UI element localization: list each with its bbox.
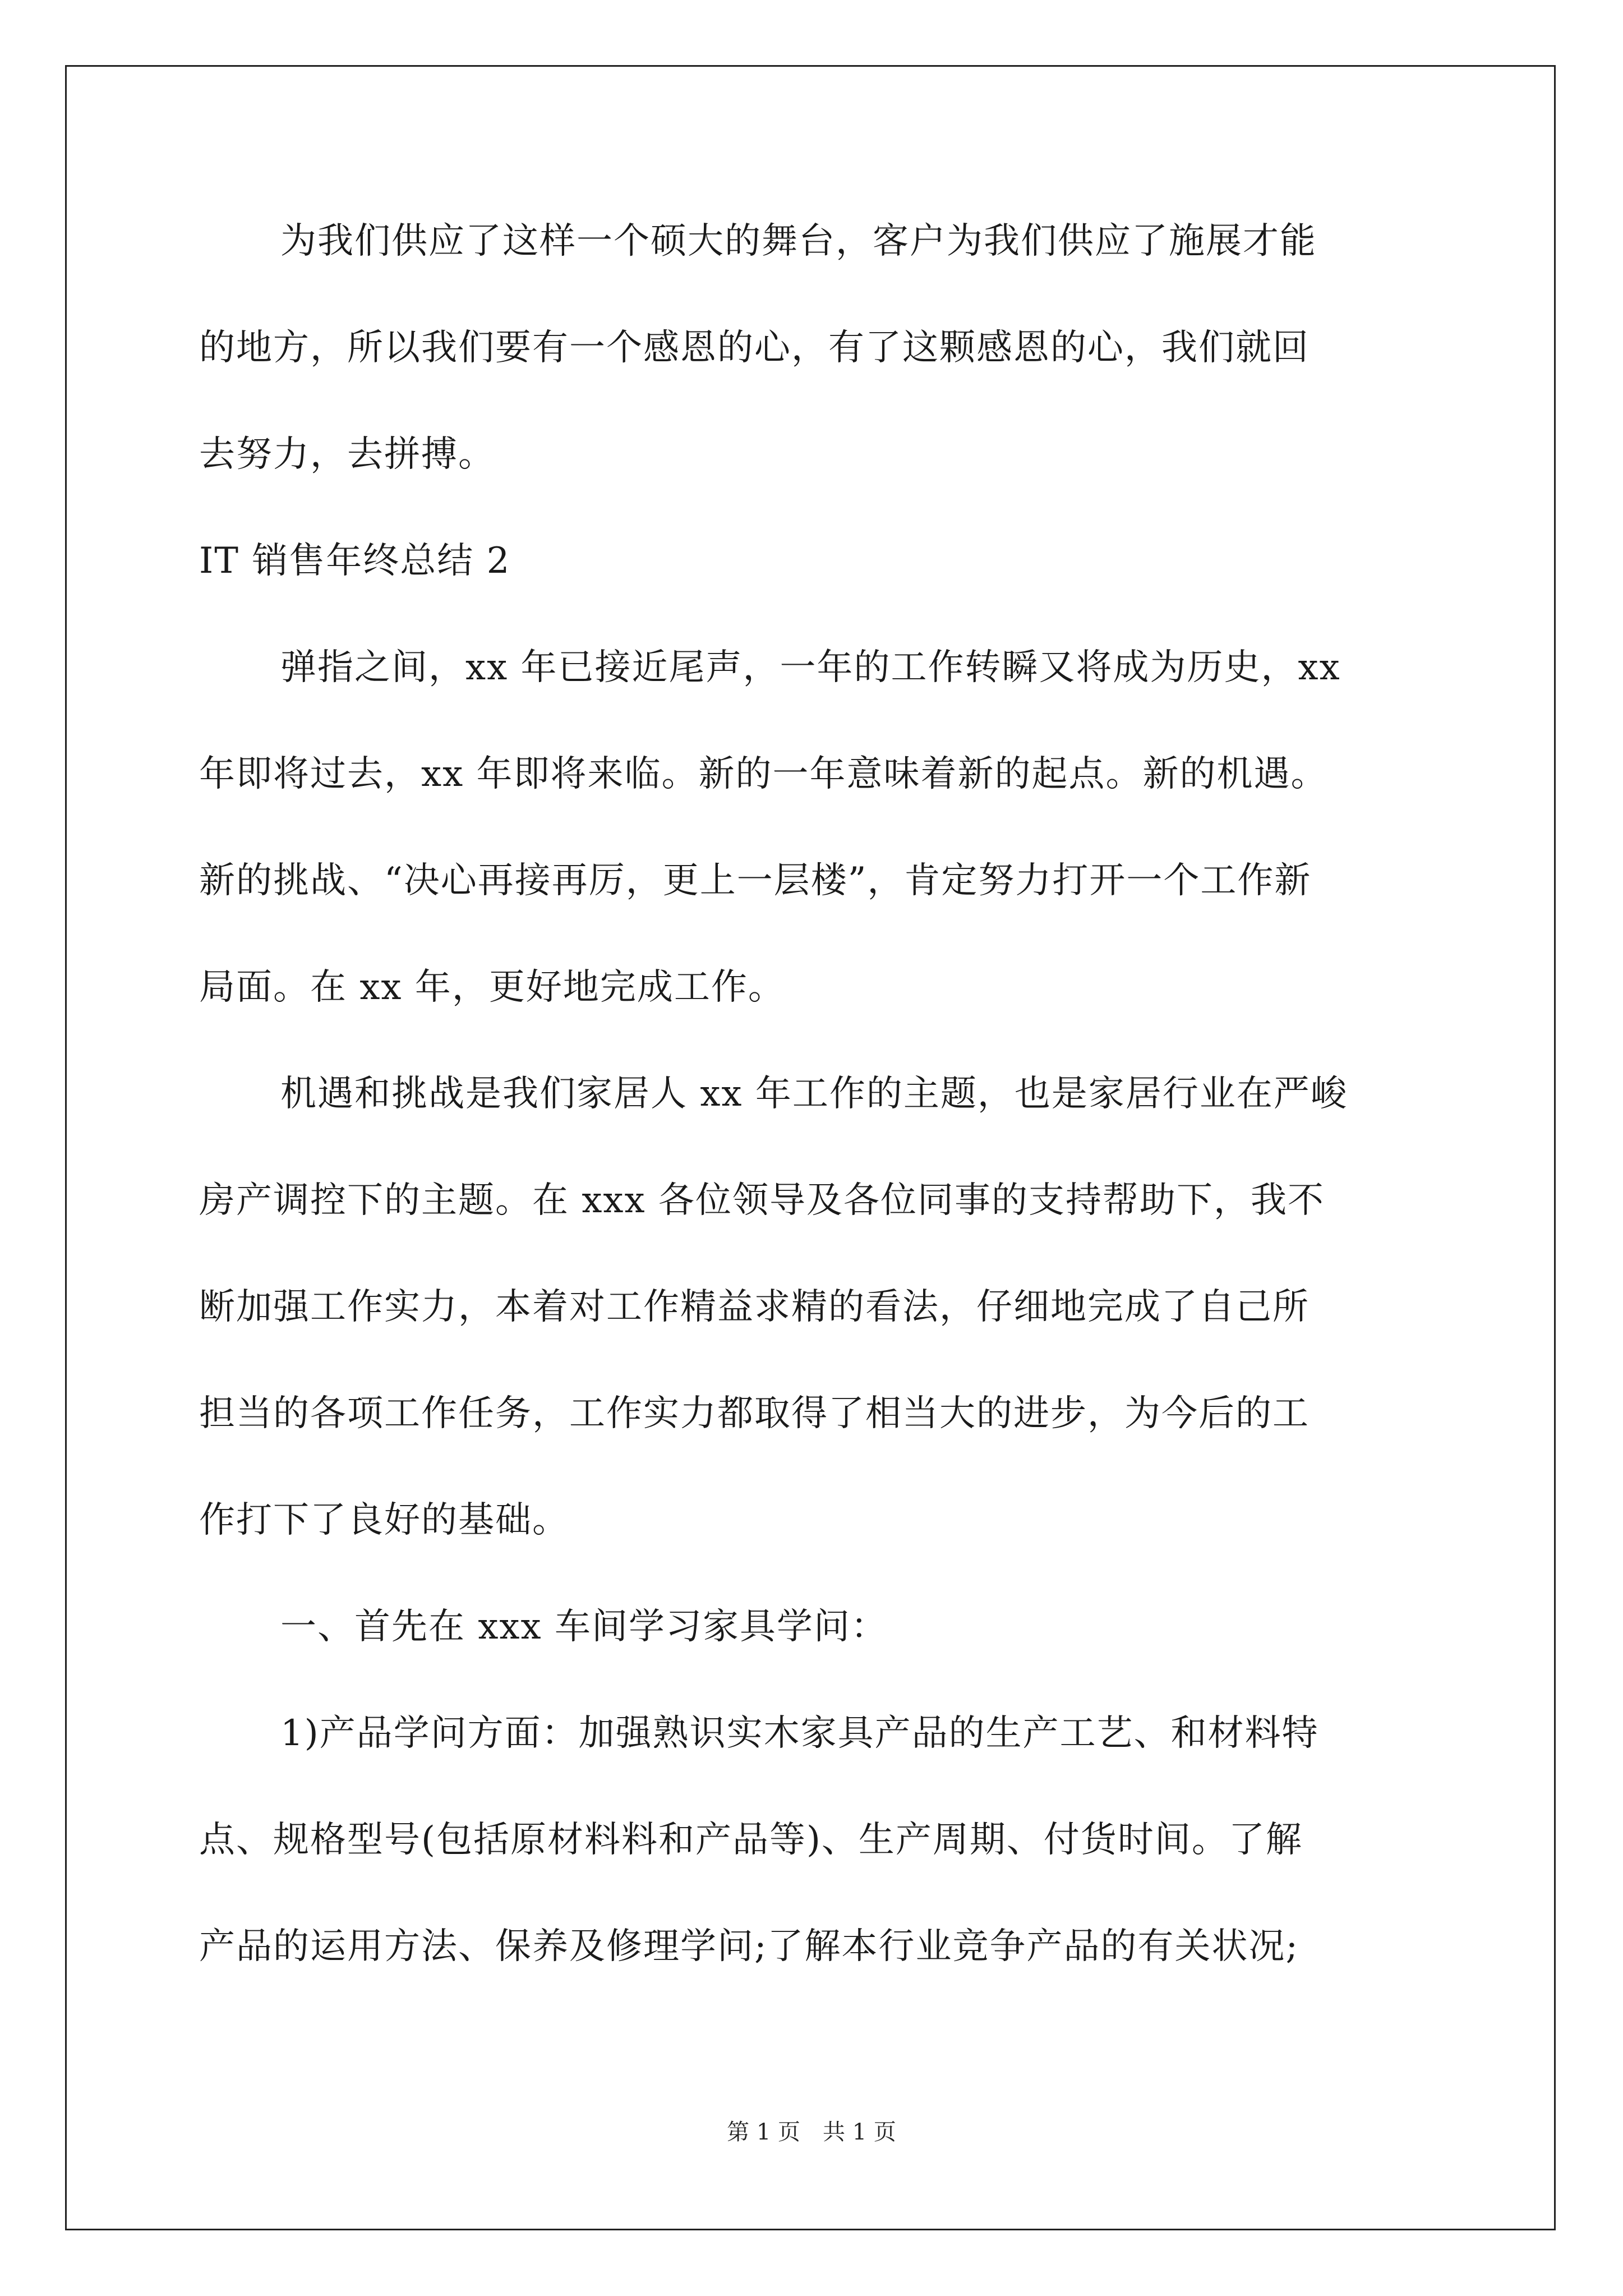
text-line: 新的挑战、“决心再接再厉，更上一层楼”，肯定努力打开一个工作新: [199, 860, 1312, 901]
text-line: 房产调控下的主题。在 xxx 各位领导及各位同事的支持帮助下，我不: [199, 1180, 1325, 1221]
page-border: [65, 65, 1556, 2230]
text-line: 机遇和挑战是我们家居人 xx 年工作的主题，也是家居行业在严峻: [280, 1073, 1348, 1115]
text-line: 为我们供应了这样一个硕大的舞台，客户为我们供应了施展才能: [280, 220, 1317, 262]
text-line: 断加强工作实力，本着对工作精益求精的看法，仔细地完成了自己所: [199, 1286, 1310, 1328]
text-line: 的地方，所以我们要有一个感恩的心，有了这颗感恩的心，我们就回: [199, 327, 1310, 369]
text-line: 作打下了良好的基础。: [199, 1499, 569, 1541]
text-line: 弹指之间，xx 年已接近尾声，一年的工作转瞬又将成为历史，xx: [280, 647, 1341, 688]
text-line: 一、首先在 xxx 车间学习家具学问：: [280, 1606, 888, 1648]
page-number: 第 1 页 共 1 页: [727, 2119, 896, 2145]
text-line: 年即将过去，xx 年即将来临。新的一年意味着新的起点。新的机遇。: [199, 753, 1328, 795]
text-line: 担当的各项工作任务，工作实力都取得了相当大的进步，为今后的工: [199, 1393, 1310, 1434]
section-heading: IT 销售年终总结 2: [199, 540, 511, 582]
text-line: 产品的运用方法、保养及修理学问;了解本行业竞争产品的有关状况;: [199, 1926, 1299, 1967]
text-line: 局面。在 xx 年，更好地完成工作。: [199, 967, 785, 1008]
text-line: 1)产品学问方面：加强熟识实木家具产品的生产工艺、和材料特: [280, 1713, 1319, 1754]
text-line: 去努力，去拼搏。: [199, 434, 495, 475]
text-line: 点、规格型号(包括原材料料和产品等)、生产周期、付货时间。了解: [199, 1819, 1303, 1861]
